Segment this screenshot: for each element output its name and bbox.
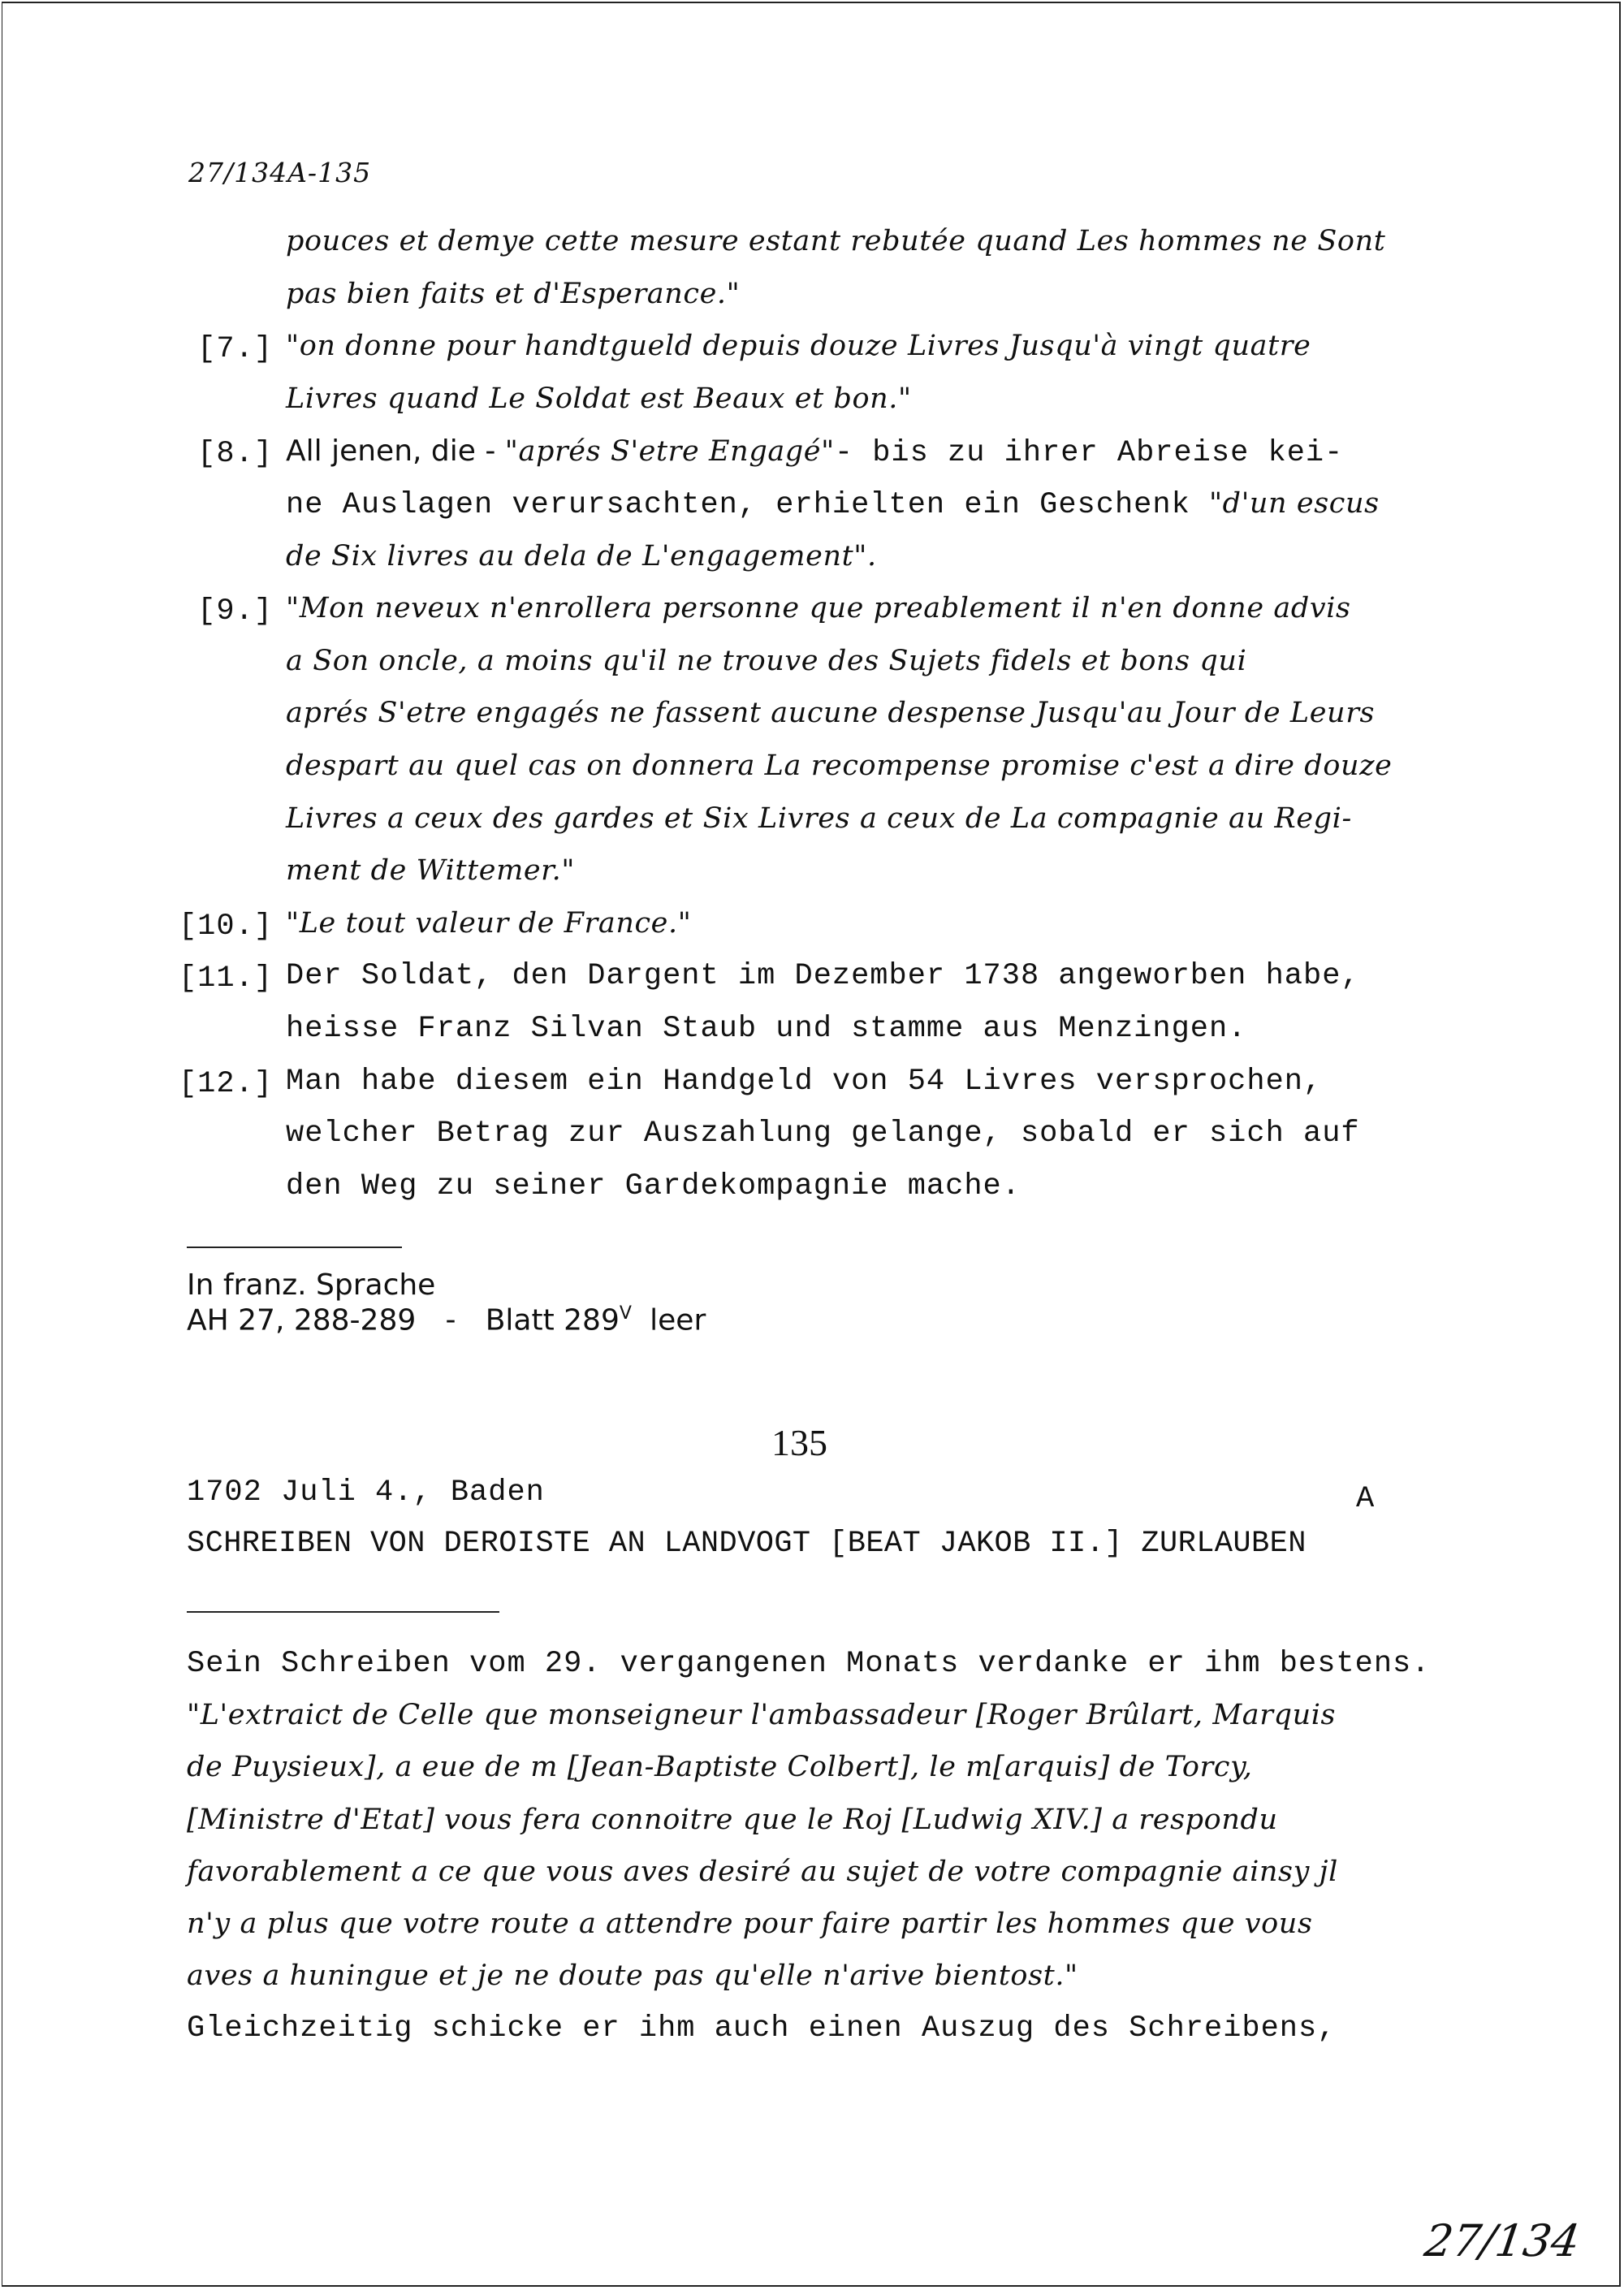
text-segment: Man habe diesem ein Handgeld von 54 Livres versprochen, (286, 1064, 1323, 1099)
text-line (286, 434, 1344, 471)
text-segment: pouces et demye cette mesure estant rebutée quand Les hommes ne Sont (286, 225, 1386, 257)
text-segment: "d'un escus (1208, 487, 1380, 520)
text-segment: "Mon neveux n'enrollera personne que preablement il n'en donne advis (286, 592, 1351, 625)
text-segment: "L'extraict de Celle que monseigneur l'ambassadeur [Roger Brûlart, Marquis (187, 1699, 1337, 1732)
footnote-rule (187, 1247, 402, 1248)
text-line (187, 1803, 1278, 1837)
text-line (187, 1649, 1430, 1679)
text-segment: aprés S'etre engagés ne fassent aucune despense Jusqu'au Jour de Leurs (286, 697, 1376, 730)
footnote-source-ref: AH 27, 288-289 (187, 1303, 417, 1337)
item-number: [10.] (178, 909, 273, 944)
footnote-source-line (187, 1305, 706, 1337)
text-line (286, 802, 1352, 836)
text-line (286, 752, 1392, 783)
text-segment: welcher Betrag zur Auszahlung gelange, sobald er sich auf (286, 1117, 1360, 1151)
document-letter-code: A (1356, 1482, 1376, 1516)
text-line (286, 539, 877, 573)
text-line (286, 277, 741, 311)
text-segment: "on donne pour handtgueld depuis douze Livres Jusqu'à vingt quatre (286, 330, 1311, 363)
text-line (286, 906, 692, 940)
text-line (286, 1169, 1021, 1203)
text-line (286, 227, 1385, 258)
text-line (286, 854, 576, 888)
text-segment: All jenen, die - (286, 434, 505, 469)
text-line (286, 1064, 1323, 1099)
text-segment: Der Soldat, den Dargent im Dezember 1738 angeworben habe, (286, 959, 1360, 994)
text-line (187, 1959, 1078, 1993)
footnote-dash: - (445, 1303, 456, 1337)
item-number: [11.] (178, 961, 273, 996)
text-line (187, 1910, 1313, 1941)
document-title: SCHREIBEN VON DEROISTE AN LANDVOGT [BEAT JAKOB II.] ZURLAUBEN (187, 1527, 1307, 1561)
text-segment: Sein Schreiben vom 29. vergangenen Monats verdanke er ihm bestens. (187, 1647, 1431, 1681)
text-line (286, 961, 1360, 992)
text-segment: Livres a ceux des gardes et Six Livres a ceux de La compagnie au Regi- (286, 802, 1352, 835)
footnote-blatt: Blatt 289 (485, 1303, 620, 1337)
text-line (187, 1701, 1336, 1732)
document-date-place: 1702 Juli 4., Baden (187, 1476, 545, 1510)
text-segment: despart au quel cas on donnera La recompense promise c'est a dire douze (286, 750, 1393, 782)
text-segment: favorablement a ce que vous aves desiré au sujet de votre compagnie ainsy jl (187, 1855, 1338, 1888)
text-line (187, 2011, 1337, 2046)
text-line (286, 382, 912, 416)
text-segment: aves a huningue et je ne doute pas qu'elle n'arive bientost." (187, 1959, 1078, 1993)
text-segment: "aprés S'etre Engagé" (504, 435, 835, 469)
item-number: [9.] (197, 594, 273, 629)
text-segment: pas bien faits et d'Esperance." (286, 277, 741, 310)
text-line (187, 1855, 1338, 1889)
text-line (286, 487, 1380, 522)
footnote-blatt-empty: leer (650, 1303, 706, 1337)
handwritten-folio-number: 27/134 (1421, 2215, 1583, 2266)
footnote-blatt-sup: V (619, 1303, 632, 1324)
text-segment: a Son oncle, a moins qu'il ne trouve des Sujets fidels et bons qui (286, 644, 1247, 677)
text-line (286, 594, 1351, 625)
text-segment: de Six livres au dela de L'engagement". (286, 539, 877, 572)
text-line (286, 699, 1375, 730)
text-line (187, 1753, 1253, 1784)
text-line (286, 644, 1247, 678)
text-segment: de Puysieux], a eue de m [Jean-Baptiste Colbert], le m[arquis] de Torcy, (187, 1751, 1253, 1784)
text-segment: heisse Franz Silvan Staub und stamme aus Menzingen. (286, 1012, 1247, 1046)
title-rule (187, 1611, 499, 1613)
text-segment: ment de Wittemer." (286, 854, 576, 888)
text-segment: n'y a plus que votre route a attendre pour faire partir les hommes que vous (187, 1908, 1313, 1940)
document-number: 135 (771, 1422, 827, 1463)
text-segment: Gleichzeitig schicke er ihm auch einen Auszug des Schreibens, (187, 2011, 1337, 2046)
text-segment: den Weg zu seiner Gardekompagnie mache. (286, 1169, 1021, 1203)
item-number: [8.] (197, 437, 273, 472)
text-segment: ne Auslagen verursachten, erhielten ein Geschenk (286, 488, 1209, 522)
text-segment: "Le tout valeur de France." (286, 906, 692, 940)
item-number: [12.] (178, 1066, 273, 1101)
text-segment: - bis zu ihrer Abreise kei- (834, 436, 1344, 471)
text-segment: Livres quand Le Soldat est Beaux et bon." (286, 382, 912, 415)
text-segment: [Ministre d'Etat] vous fera connoitre que le Roj [Ludwig XIV.] a respondu (187, 1803, 1278, 1836)
text-line (286, 1119, 1360, 1149)
text-line (286, 1014, 1246, 1044)
page-reference: 27/134A-135 (188, 157, 372, 188)
item-number: [7.] (197, 332, 273, 367)
footnote-language-note: In franz. Sprache (187, 1268, 436, 1302)
text-line (286, 332, 1311, 363)
